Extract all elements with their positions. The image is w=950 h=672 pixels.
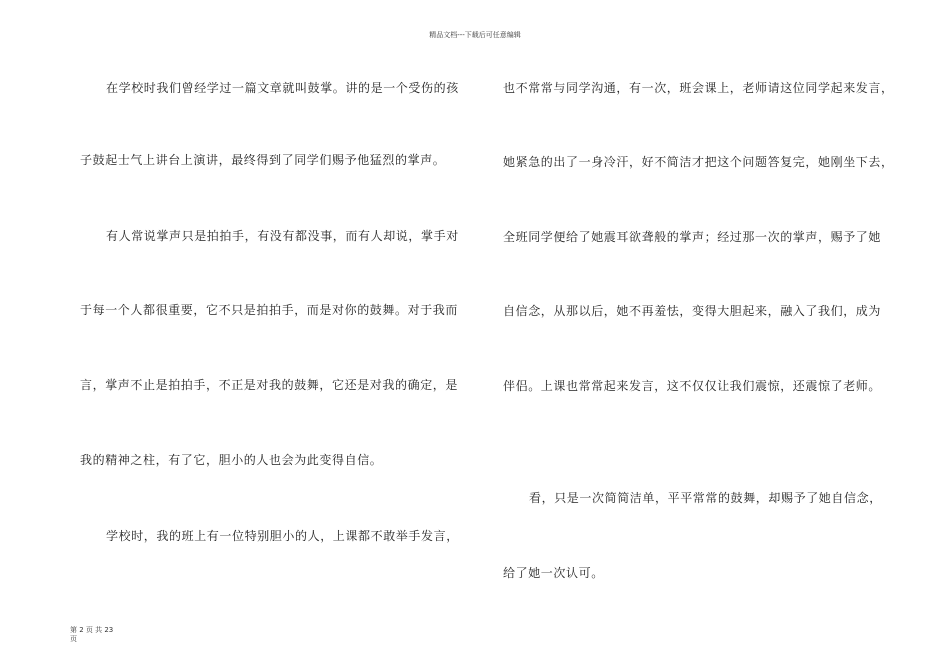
paragraph-line: 我的精神之柱，有了它，胆小的人也会为此变得自信。	[80, 453, 383, 467]
page-number-line: 第 2 页 共 23	[70, 626, 114, 634]
paragraph-line: 给了她一次认可。	[503, 566, 604, 580]
page-number-line: 页	[70, 635, 77, 643]
page-number	[70, 626, 130, 644]
paragraph-line: 言，掌声不止是拍拍手，不正是对我的鼓舞，它还是对我的确定，是	[80, 378, 459, 392]
paragraph-line: 于每一个人都很重要，它不只是拍拍手，而是对你的鼓舞。对于我而	[80, 303, 459, 317]
paragraph-line: 全班同学便给了她震耳欲聋般的掌声；经过那一次的掌声，赐予了她	[503, 230, 882, 244]
paragraph-line: 自信念，从那以后，她不再羞怯，变得大胆起来，融入了我们，成为	[503, 304, 882, 318]
page-header: 精品文档---下载后可任意编辑	[429, 31, 521, 39]
paragraph-line: 在学校时我们曾经学过一篇文章就叫鼓掌。讲的是一个受伤的孩	[106, 81, 459, 95]
paragraph-line: 学校时，我的班上有一位特别胆小的人，上课都不敢举手发言，	[106, 529, 459, 543]
paragraph-line: 她紧急的出了一身冷汗，好不简洁才把这个问题答复完，她刚坐下去，	[503, 155, 894, 169]
paragraph-line: 伴侣。上课也常常起来发言，这不仅仅让我们震惊，还震惊了老师。	[503, 379, 882, 393]
paragraph-line: 看，只是一次简简洁单，平平常常的鼓舞，却赐予了她自信念，	[529, 491, 882, 505]
paragraph-line: 有人常说掌声只是拍拍手，有没有都没事，而有人却说，掌手对	[106, 229, 459, 243]
paragraph-line: 也不常常与同学沟通，有一次，班会课上，老师请这位同学起来发言，	[503, 81, 894, 95]
paragraph-line: 子鼓起士气上讲台上演讲，最终得到了同学们赐予他猛烈的掌声。	[80, 153, 446, 167]
